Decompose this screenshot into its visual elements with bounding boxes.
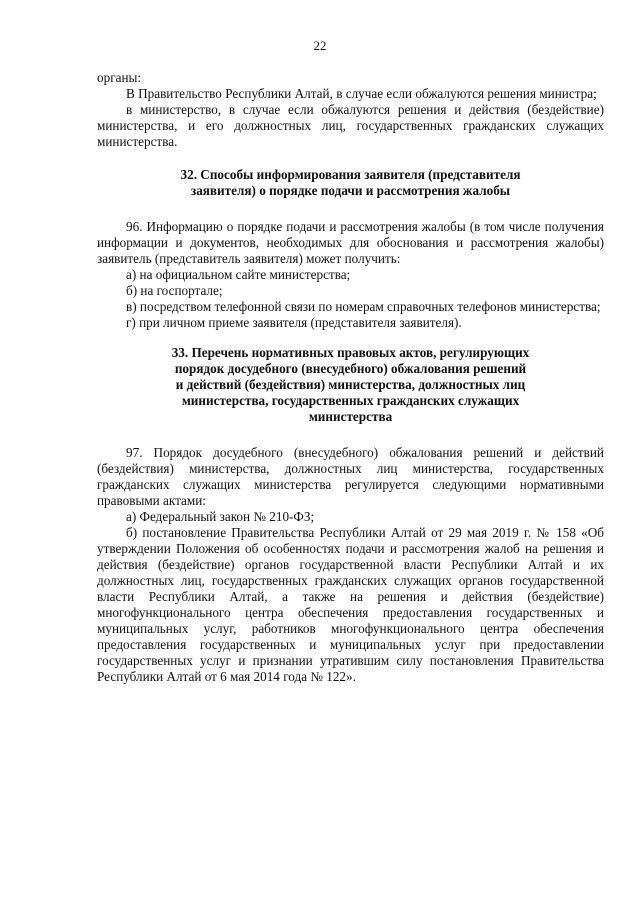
paragraph-96-g: г) при личном приеме заявителя (представителя заявителя).: [126, 315, 462, 330]
paragraph-96-b: б) на госпортале;: [126, 283, 223, 298]
section-33-heading-line-1: 33. Перечень нормативных правовых актов, регулирующих: [171, 345, 530, 360]
paragraph-96: 96. Информацию о порядке подачи и рассмотрения жалобы (в том числе получения информации и документов, необходимых для обоснования и рассмотрения жалобы) заявитель (представитель заявителя) может получить:: [97, 219, 604, 266]
paragraph-97-a: а) Федеральный закон № 210-ФЗ;: [126, 509, 315, 524]
section-32-heading-line-2: заявителя) о порядке подачи и рассмотрения жалобы: [190, 183, 511, 198]
paragraph-ministerstvo: в министерство, в случае если обжалуются решения и действия (бездействие) министерства, и его должностных лиц, государственных гражданских служащих министерства.: [97, 102, 604, 149]
paragraph-96-v: в) посредством телефонной связи по номерам справочных телефонов министерства;: [126, 299, 601, 314]
section-33-heading: [97, 345, 604, 425]
section-32-heading: [97, 167, 604, 199]
paragraph-97: 97. Порядок досудебного (внесудебного) обжалования решений и действий (бездействия) министерства, должностных лиц министерства, государственных гражданских служащих министерства регулируется следующими нормативными правовыми актами:: [97, 445, 604, 508]
paragraph-organy: органы:: [97, 70, 142, 85]
paragraph-96-a: а) на официальном сайте министерства;: [126, 267, 351, 282]
paragraph-97-b: б) постановление Правительства Республики Алтай от 29 мая 2019 г. № 158 «Об утверждении Положения об особенностях подачи и рассмотрения жалоб на решения и действия (бездействие) органов государственной власти Республики Алтай и их должностных лиц, государственных гражданских служащих органов государственной власти Республики Алтай, а также на решения и действия (бездействие) многофункционального центра обеспечения предоставления государственных и муниципальных услуг, работников многофункционального центра обеспечения предоставления государственных и муниципальных услуг при предоставлении государственных услуг и признании утратившим силу постановления Правительства Республики Алтай от 6 мая 2014 года № 122».: [97, 525, 604, 684]
section-33-heading-line-4: министерства, государственных гражданских служащих: [181, 393, 520, 408]
paragraph-pravitelstvo: В Правительство Республики Алтай, в случае если обжалуются решения министра;: [126, 86, 597, 101]
section-33-heading-line-3: и действий (бездействия) министерства, должностных лиц: [175, 377, 526, 392]
section-32-heading-line-1: 32. Способы информирования заявителя (представителя: [180, 167, 521, 182]
document-body: [97, 70, 604, 685]
page-number: 22: [313, 38, 327, 53]
section-33-heading-line-5: министерства: [308, 409, 393, 424]
section-33-heading-line-2: порядок досудебного (внесудебного) обжалования решений: [174, 361, 527, 376]
